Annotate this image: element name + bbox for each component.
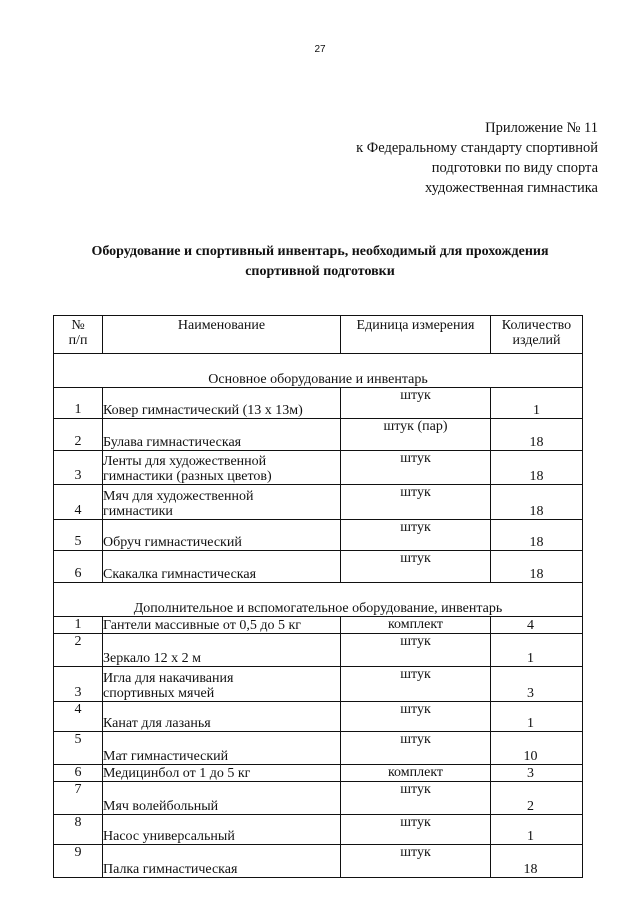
item-name <box>103 702 341 732</box>
item-quantity: 10 <box>491 732 583 765</box>
item-name <box>103 388 341 419</box>
item-unit: комплект <box>341 617 491 634</box>
row-number: 6 <box>54 765 103 782</box>
item-unit: штук <box>341 451 491 485</box>
item-unit: штук <box>341 815 491 845</box>
section-2-heading: Дополнительное и вспомогательное оборудование, инвентарь <box>54 599 583 617</box>
title-line-1: Оборудование и спортивный инвентарь, необходимый для прохождения <box>91 244 549 259</box>
row-number: 9 <box>54 845 103 878</box>
item-name-line: гимнастики (разных цветов) <box>103 469 272 484</box>
item-name-line: Гантели массивные от 0,5 до 5 кг <box>103 618 301 633</box>
row-number: 1 <box>54 617 103 634</box>
section-spacer <box>54 354 583 371</box>
item-name <box>103 732 341 765</box>
row-number: 3 <box>54 667 103 702</box>
item-quantity: 2 <box>491 782 583 815</box>
item-name-line: Мяч волейбольный <box>103 799 219 814</box>
section-1-heading: Основное оборудование и инвентарь <box>54 370 583 388</box>
table-row <box>54 815 583 845</box>
item-name <box>103 617 341 634</box>
item-name-line: Зеркало 12 х 2 м <box>103 651 201 666</box>
item-name <box>103 815 341 845</box>
item-name <box>103 451 341 485</box>
item-name-line: Палка гимнастическая <box>103 862 238 877</box>
table-row <box>54 551 583 583</box>
row-number: 6 <box>54 551 103 583</box>
section-2-rows <box>54 617 583 878</box>
item-name-line: Обруч гимнастический <box>103 535 242 550</box>
equipment-table <box>53 315 583 878</box>
table-row <box>54 419 583 451</box>
item-name-line: Скакалка гимнастическая <box>103 567 257 582</box>
header-name: Наименование <box>103 316 341 354</box>
appendix-line-3: подготовки по виду спорта <box>431 160 598 176</box>
item-name-line: Мат гимнастический <box>103 749 229 764</box>
table-row <box>54 520 583 551</box>
item-unit: штук <box>341 485 491 520</box>
header-unit: Единица измерения <box>341 316 491 354</box>
item-name-line: Канат для лазанья <box>103 716 211 731</box>
item-name <box>103 551 341 583</box>
item-quantity: 1 <box>491 634 583 667</box>
section-2-header <box>54 583 583 617</box>
row-number: 2 <box>54 634 103 667</box>
item-name <box>103 520 341 551</box>
item-quantity: 1 <box>491 388 583 419</box>
header-row <box>54 316 583 354</box>
table-row <box>54 485 583 520</box>
item-quantity: 3 <box>491 667 583 702</box>
item-quantity: 4 <box>491 617 583 634</box>
item-unit: штук <box>341 551 491 583</box>
table-row <box>54 732 583 765</box>
appendix-line-2: к Федеральному стандарту спортивной <box>356 140 598 156</box>
appendix-line-1: Приложение № 11 <box>485 120 598 136</box>
document-title <box>50 242 590 282</box>
item-name-line: гимнастики <box>103 504 173 519</box>
item-quantity: 18 <box>491 451 583 485</box>
table-row <box>54 451 583 485</box>
page-number: 27 <box>314 44 326 55</box>
item-quantity: 18 <box>491 845 583 878</box>
table-row <box>54 765 583 782</box>
item-name <box>103 419 341 451</box>
header-num: № п/п <box>54 316 103 354</box>
item-name <box>103 765 341 782</box>
title-line-2: спортивной подготовки <box>245 264 395 279</box>
item-unit: штук <box>341 388 491 419</box>
item-name-line: Булава гимнастическая <box>103 435 242 450</box>
table-row <box>54 702 583 732</box>
item-quantity: 18 <box>491 520 583 551</box>
row-number: 4 <box>54 485 103 520</box>
section-1-rows <box>54 388 583 583</box>
row-number: 8 <box>54 815 103 845</box>
appendix-line-4: художественная гимнастика <box>424 180 598 196</box>
item-name <box>103 485 341 520</box>
item-unit: штук <box>341 634 491 667</box>
item-name-line: Ленты для художественной <box>103 454 267 469</box>
item-unit: штук <box>341 732 491 765</box>
section-spacer <box>54 583 583 600</box>
item-unit: штук <box>341 782 491 815</box>
item-name-line: Ковер гимнастический (13 х 13м) <box>103 403 303 418</box>
row-number: 3 <box>54 451 103 485</box>
item-unit: штук <box>341 845 491 878</box>
header-qty: Количество изделий <box>491 316 583 354</box>
row-number: 7 <box>54 782 103 815</box>
appendix-header <box>356 118 598 198</box>
item-quantity: 18 <box>491 419 583 451</box>
table-row <box>54 617 583 634</box>
item-quantity: 3 <box>491 765 583 782</box>
item-name-line: Насос универсальный <box>103 829 235 844</box>
item-quantity: 1 <box>491 702 583 732</box>
item-name-line: Мяч для художественной <box>103 489 254 504</box>
item-name-line: Игла для накачивания <box>103 671 234 686</box>
item-quantity: 1 <box>491 815 583 845</box>
item-name <box>103 782 341 815</box>
item-name <box>103 845 341 878</box>
item-unit: комплект <box>341 765 491 782</box>
item-name-line: Медицинбол от 1 до 5 кг <box>103 766 251 781</box>
item-unit: штук <box>341 702 491 732</box>
item-unit: штук (пар) <box>341 419 491 451</box>
table-row <box>54 845 583 878</box>
item-name <box>103 667 341 702</box>
row-number: 2 <box>54 419 103 451</box>
item-unit: штук <box>341 667 491 702</box>
item-name <box>103 634 341 667</box>
item-name-line: спортивных мячей <box>103 686 215 701</box>
item-quantity: 18 <box>491 551 583 583</box>
row-number: 1 <box>54 388 103 419</box>
row-number: 4 <box>54 702 103 732</box>
item-unit: штук <box>341 520 491 551</box>
table-row <box>54 634 583 667</box>
table-row <box>54 388 583 419</box>
row-number: 5 <box>54 732 103 765</box>
table-body <box>54 316 583 388</box>
item-quantity: 18 <box>491 485 583 520</box>
row-number: 5 <box>54 520 103 551</box>
table-row <box>54 667 583 702</box>
table-row <box>54 782 583 815</box>
